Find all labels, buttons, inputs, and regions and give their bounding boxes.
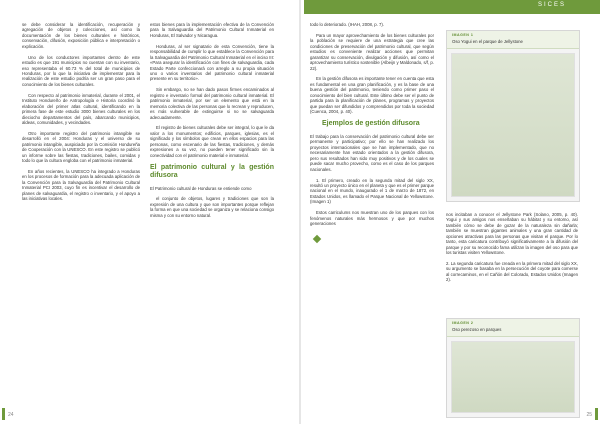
figure-caption [447, 31, 579, 49]
right-column-2 [446, 212, 578, 288]
page-number-right: 25 [586, 412, 592, 418]
figure-caption-text: Oso perezoso en parques [452, 327, 502, 332]
paragraph: 1. El primero, creado en la segunda mitad del siglo XX, resultó un proyecto único en el planeta y que es el primer parque nacional en el mundo, inaugurado el 1 de marzo de 1872, en Estados Unidos, es llamado el Parque Nacional de Yellowstone. (Imagen 1) [310, 177, 434, 205]
section-header-bar [304, 0, 600, 14]
paragraph: Honduras, al ser signatario de esta Convención, tiene la responsabilidad de cumplir lo que establece la Convención para la Salvaguardia del Patrimonio Cultural Inmaterial en el inciso III: «Para asegurar la identificación con fines de salvaguardia, cada Estado Parte confeccionará con arreglo a su propia situación uno o varios inventarios del patrimonio cultural inmaterial presente en su territorio». [150, 43, 274, 82]
paragraph: Otro importante registro del patrimonio intangible se desarrolló en el 2004: Honduras y el universo de su patrimonio intangible, auspiciado por la Comisión Hondureña de Cooperación con la UNESCO. En este registro se publicó un informe sobre las fiestas, tradiciones, bailes, comidas y todo lo que la cultura engloba con el patrimonio inmaterial. [22, 130, 140, 164]
leaf-bullet-icon [313, 235, 321, 243]
paragraph: 2. La segunda caricatura fue creada en la primera mitad del siglo XX, su argumento se basaba en la persecución del coyote para comerse al correcaminos, en el Cañón del Colorado, Estados Unidos (Imagen 2). [446, 261, 578, 283]
figure-caption-text: Oso Yogui en el parque de Jellystone [452, 39, 523, 44]
left-column-2 [150, 22, 274, 224]
paragraph: Uno de los conductores importantes dentro de este estudio es que 191 municipios no cuentan con su inventario, eso representaba el 60.73 % del total de municipios de Honduras, por lo que la iniciativa de implementar para la realización de este estudio podría ser un gran paso para el conocimiento de los bienes culturales. [22, 54, 140, 87]
image-placeholder [451, 341, 575, 413]
image-placeholder [451, 53, 575, 197]
figure-2 [446, 318, 580, 418]
section-header-label: SICES [537, 2, 566, 8]
paragraph: Sin embargo, no se han dado pasos firmes encaminados al registro e inventario formal del patrimonio cultural inmaterial. El patrimonio inmaterial, por ser un elemento que está en la memoria colectiva de las personas que lo recrean y reproducen, es más vulnerable de extinguirse si no se salvaguarda adecuadamente. [150, 87, 274, 120]
figure-caption [447, 319, 579, 337]
paragraph: Estos carriculums nos muestran uno de los parques con los fenómenos naturales más hermosos y que por muchos generaciones [310, 210, 434, 227]
right-column-1 [310, 22, 434, 232]
section-heading-patrimonio: El patrimonio cultural y la gestión difusora [150, 163, 274, 179]
paragraph: se debe considerar la identificación, recuperación y agregación de objetos y colecciones, así como la documentación de los bienes culturales e históricos, conservación, difusión, exposición pública e interpretación o explicación. [22, 22, 140, 49]
paragraph: Con respecto al patrimonio inmaterial, durante el 2001, el Instituto Hondureño de Antropología e Historia coordinó la elaboración del primer atlas cultural, identificando en la primera fase de este estudio 3000 bienes culturales en los dieciocho departamentos del país, abarcando municipios, aldeas, comunidades, y vecindades. [22, 92, 140, 126]
paragraph: El Patrimonio cultural de Honduras se entiende como [150, 185, 252, 191]
section-heading-ejemplos: Ejemplos de gestión difusora [322, 119, 420, 127]
figure-tag: IMAGEN 1 [452, 33, 474, 37]
paragraph: nos incitaban a conocer el Jellystone Park (Solano, 2005, p. 40). Yogui y sus amigos nos enseñaban su hábitat y su entorno, así también cómo se debe de gozar de la naturaleza sin dañarla; también se muestran gigantes animales y una gran cantidad de opciones atractivas para las personas que visitan el parque. Por lo tanto, esta caricatura contribuyó significativamente a la difusión del parque y por su reconocido fama utilizan la imagen del oso para que los turistas visiten Yellowstone. [446, 212, 578, 256]
paragraph: En la gestión difusora es importante tener en cuenta que esta es fundamental en una gran planificación, y es la base de una buena gestión del patrimonio, teniendo como primer paso el conocimiento del bien cultural. Este último debe ser el punto de partida para la planificación de planes, programas y proyectos que puedan ser difundidos y comprendidos por toda la sociedad (Cuenca, 2004, p. 40). [310, 76, 434, 115]
paragraph: El registro de bienes culturales debe ser integral, lo que le da valor a los monumentos; edificios, parques, iglesias, es el significado y los símbolos que crean en ellos espacios para las personas, como escenario de las fiestas, tradiciones, y demás expresiones a su vez, no pueden tener significado sin la conectividad con el patrimonio material e inmaterial. [150, 125, 274, 158]
paragraph: El trabajo para la conservación del patrimonio cultural debe ser permanente y participativo; por ello se han realizado los proyectos internacionales que se han implementado, que no necesariamente han estado orientados a la gestión difusora, pero sus resultados han sido muy positivos y de los cuales se puede sacar mucho provecho, como es el caso de los parques nacionales. [310, 133, 434, 172]
page-number-bar [2, 408, 5, 420]
paragraph: el conjunto de objetos, lugares y tradiciones que son la expresión de una cultura y que son importantes porque reflejan la forma en que una sociedad se organiza y se relaciona consigo misma y con su entorno natural. [150, 196, 274, 218]
paragraph: todo lo deteriorado. (IHAH, 2008, p. 7). [310, 22, 385, 27]
paragraph: En años recientes, la UNESCO ha integrado a Honduras en los procesos de formación para la adecuada aplicación de la Convención para la Salvaguardia del Patrimonio Cultural Inmaterial PCI 2003, cuyo fin es incentivar el desarrollo de planes de salvaguardia, el registro o inventario, y el apoyo a las iniciativas locales. [22, 168, 140, 202]
page-number-left: 24 [8, 412, 14, 418]
paragraph: estos bienes para la implementación efectiva de la Convención para la Salvaguardia del Patrimonio Cultural Inmaterial en Honduras, El Salvador y Nicaragua. [150, 22, 274, 38]
figure-1 [446, 30, 580, 202]
page-gutter [299, 0, 301, 424]
paragraph: Para un mayor aprovechamiento de los bienes culturales por la población se requiere de una estrategia que cree las condiciones de preservación del patrimonio cultural, que según estudios es conveniente realizar acciones que permitan garantizar su conservación, divulgación y difusión, así como el aprovechamiento turístico sostenible (Albeijn y Maldonado, s/f, p. 22). [310, 32, 434, 71]
left-column-1 [22, 22, 140, 207]
page-number-bar [595, 408, 598, 420]
figure-tag: IMAGEN 2 [452, 321, 474, 325]
